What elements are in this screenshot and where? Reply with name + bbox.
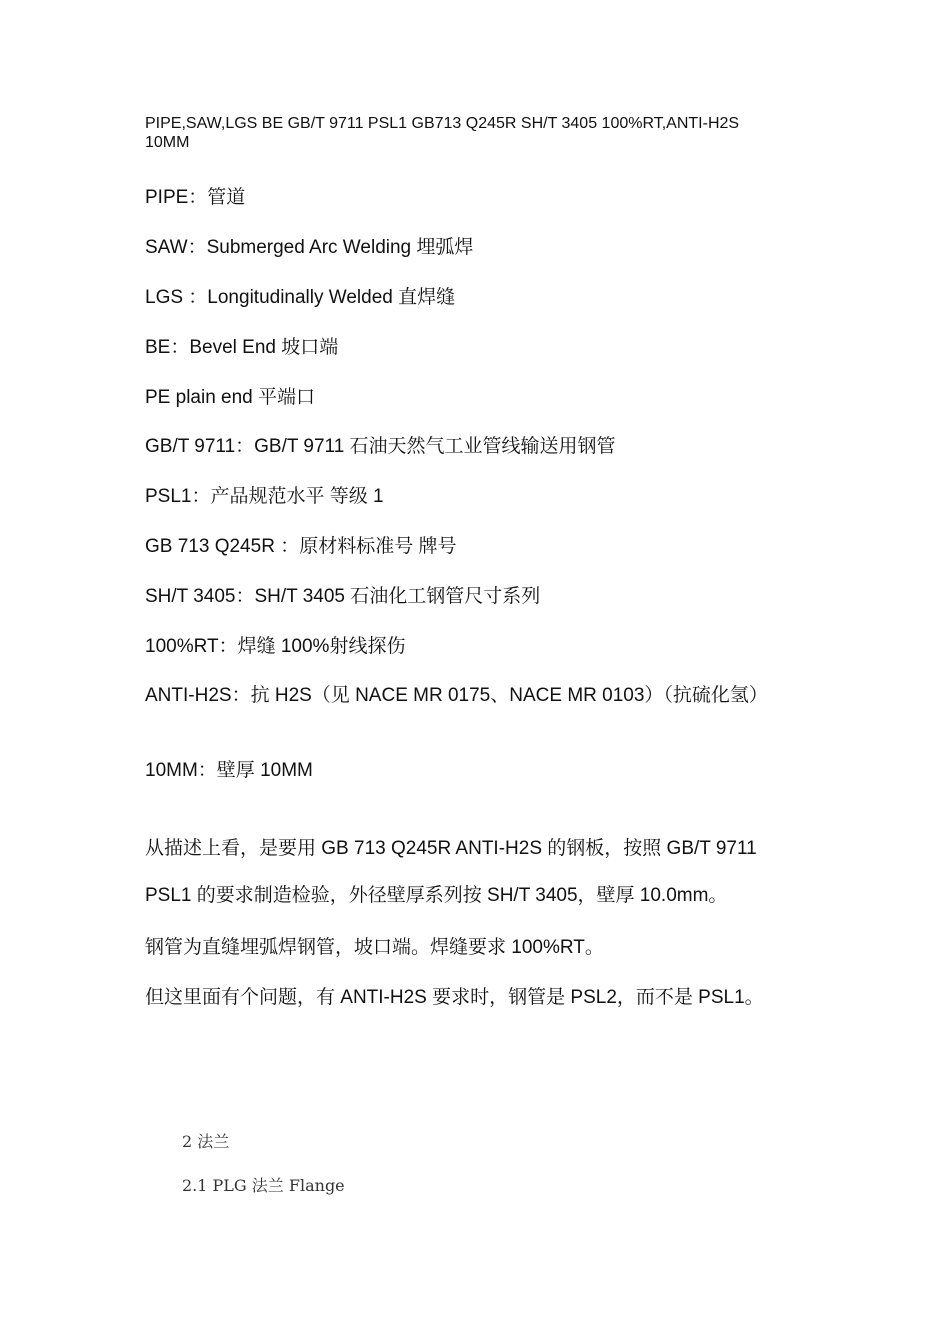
paragraph-line-4: 但这里面有个问题，有 ANTI-H2S 要求时，钢管是 PSL2，而不是 PSL1。	[145, 987, 764, 1008]
term-gbt-9711: GB/T 9711：GB/T 9711 石油天然气工业管线输送用钢管	[145, 436, 616, 457]
term-saw: SAW：Submerged Arc Welding 埋弧焊	[145, 237, 474, 258]
paragraph-line-3: 钢管为直缝埋弧焊钢管，坡口端。焊缝要求 100%RT。	[145, 937, 604, 958]
term-sht-3405: SH/T 3405：SH/T 3405 石油化工钢管尺寸系列	[145, 586, 541, 607]
term-pipe: PIPE：管道	[145, 187, 246, 208]
term-be: BE：Bevel End 坡口端	[145, 337, 339, 358]
term-anti-h2s: ANTI-H2S：抗 H2S（见 NACE MR 0175、NACE MR 0103）（抗硫化氢）	[145, 685, 768, 706]
term-gb-713: GB 713 Q245R ：原材料标准号 牌号	[145, 536, 457, 557]
paragraph-line-1: 从描述上看，是要用 GB 713 Q245R ANTI-H2S 的钢板，按照 GB/T 9711	[145, 838, 757, 859]
section-heading-flange: 2 法兰	[182, 1132, 230, 1151]
term-10mm: 10MM：壁厚 10MM	[145, 760, 313, 781]
term-lgs: LGS ：Longitudinally Welded 直焊缝	[145, 287, 456, 308]
subsection-heading-plg-flange: 2.1 PLG 法兰 Flange	[182, 1176, 345, 1195]
paragraph-line-2: PSL1 的要求制造检验，外径壁厚系列按 SH/T 3405，壁厚 10.0mm。	[145, 885, 728, 906]
term-100rt: 100%RT：焊缝 100%射线探伤	[145, 636, 406, 657]
heading-line-1: PIPE,SAW,LGS BE GB/T 9711 PSL1 GB713 Q245R SH/T 3405 100%RT,ANTI-H2S	[145, 115, 740, 132]
heading-line-2: 10MM	[145, 134, 190, 151]
term-pe: PE plain end 平端口	[145, 387, 316, 408]
term-psl1: PSL1：产品规范水平 等级 1	[145, 486, 384, 507]
